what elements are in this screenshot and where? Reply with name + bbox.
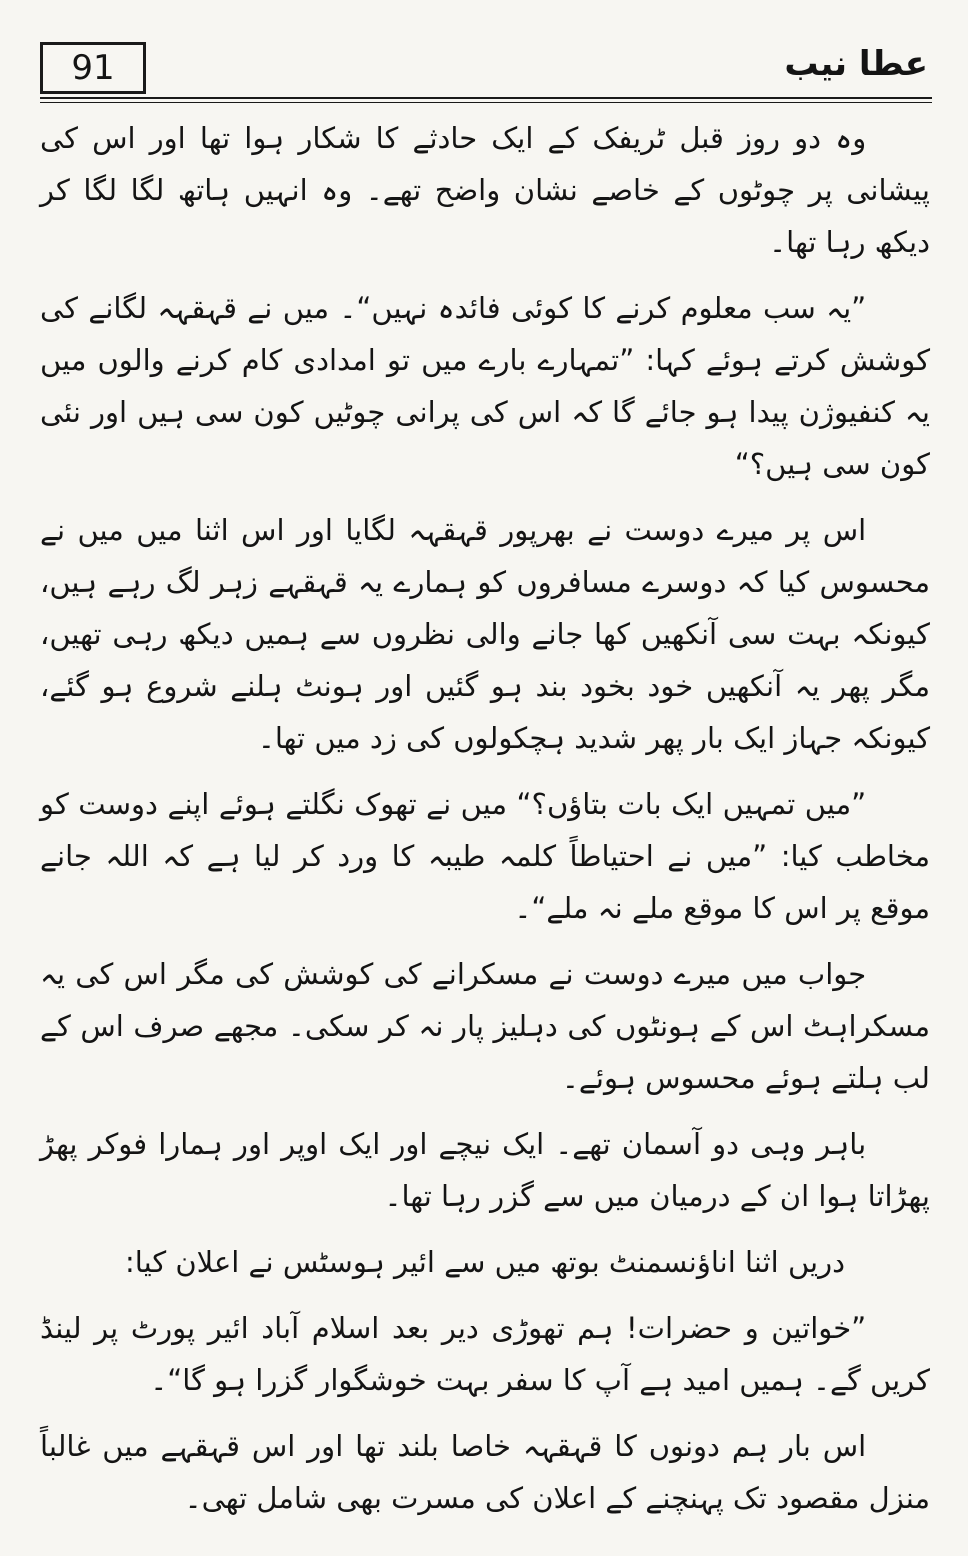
running-title: عطا نیب (784, 44, 928, 84)
header-divider (40, 97, 932, 103)
paragraph-7: دریں اثنا اناؤنسمنٹ بوتھ میں سے ائیر ہوسٹس نے اعلان کیا: (124, 1245, 846, 1279)
paragraph-9: اس بار ہم دونوں کا قہقہہ خاصا بلند تھا اور اس قہقہے میں غالباً منزل مقصود تک پہنچنے کے اعلان کی مسرت بھی شامل تھی۔ (40, 1429, 930, 1515)
paragraph-3: اس پر میرے دوست نے بھرپور قہقہہ لگایا اور اس اثنا میں میں نے محسوس کیا کہ دوسرے مسافروں کو ہمارے یہ قہقہے زہر لگ رہے ہیں، کیونکہ بہت سی آنکھیں کھا جانے والی نظروں سے ہمیں دیکھ رہی تھیں، مگر پھر یہ آنکھیں خود بخود بند ہو گئیں اور ہونٹ ہلنے شروع ہو گئے، کیونکہ جہاز ایک بار پھر شدید ہچکولوں کی زد میں تھا۔ (40, 513, 930, 755)
paragraph-1: وہ دو روز قبل ٹریفک کے ایک حادثے کا شکار ہوا تھا اور اس کی پیشانی پر چوٹوں کے خاصے نشان واضح تھے۔ وہ انہیں ہاتھ لگا لگا کر دیکھ رہا تھا۔ (40, 121, 930, 259)
body-text (40, 112, 930, 1538)
paragraph-4: ”میں تمہیں ایک بات بتاؤں؟“ میں نے تھوک نگلتے ہوئے اپنے دوست کو مخاطب کیا: ”میں نے احتیاطاً کلمہ طیبہ کا ورد کر لیا ہے کہ اللہ جانے موقع پر اس کا موقع ملے نہ ملے“۔ (40, 787, 930, 925)
paragraph-2: ”یہ سب معلوم کرنے کا کوئی فائدہ نہیں“۔ میں نے قہقہہ لگانے کی کوشش کرتے ہوئے کہا: ”تمہارے بارے میں تو امدادی کام کرنے والوں میں یہ کنفیوژن پیدا ہو جائے گا کہ اس کی پرانی چوٹیں کون سی ہیں اور نئی کون سی ہیں؟“ (40, 291, 930, 481)
paragraph-5: جواب میں میرے دوست نے مسکرانے کی کوشش کی مگر اس کی یہ مسکراہٹ اس کے ہونٹوں کی دہلیز پار نہ کر سکی۔ مجھے صرف اس کے لب ہلتے ہوئے محسوس ہوئے۔ (40, 957, 930, 1095)
paragraph-8: ”خواتین و حضرات! ہم تھوڑی دیر بعد اسلام آباد ائیر پورٹ پر لینڈ کریں گے۔ ہمیں امید ہے آپ کا سفر بہت خوشگوار گزرا ہو گا“۔ (40, 1311, 930, 1397)
page-number: 91 (40, 42, 146, 94)
paragraph-6: باہر وہی دو آسمان تھے۔ ایک نیچے اور ایک اوپر اور ہمارا فوکر پھڑ پھڑاتا ہوا ان کے درمیان میں سے گزر رہا تھا۔ (40, 1127, 930, 1213)
